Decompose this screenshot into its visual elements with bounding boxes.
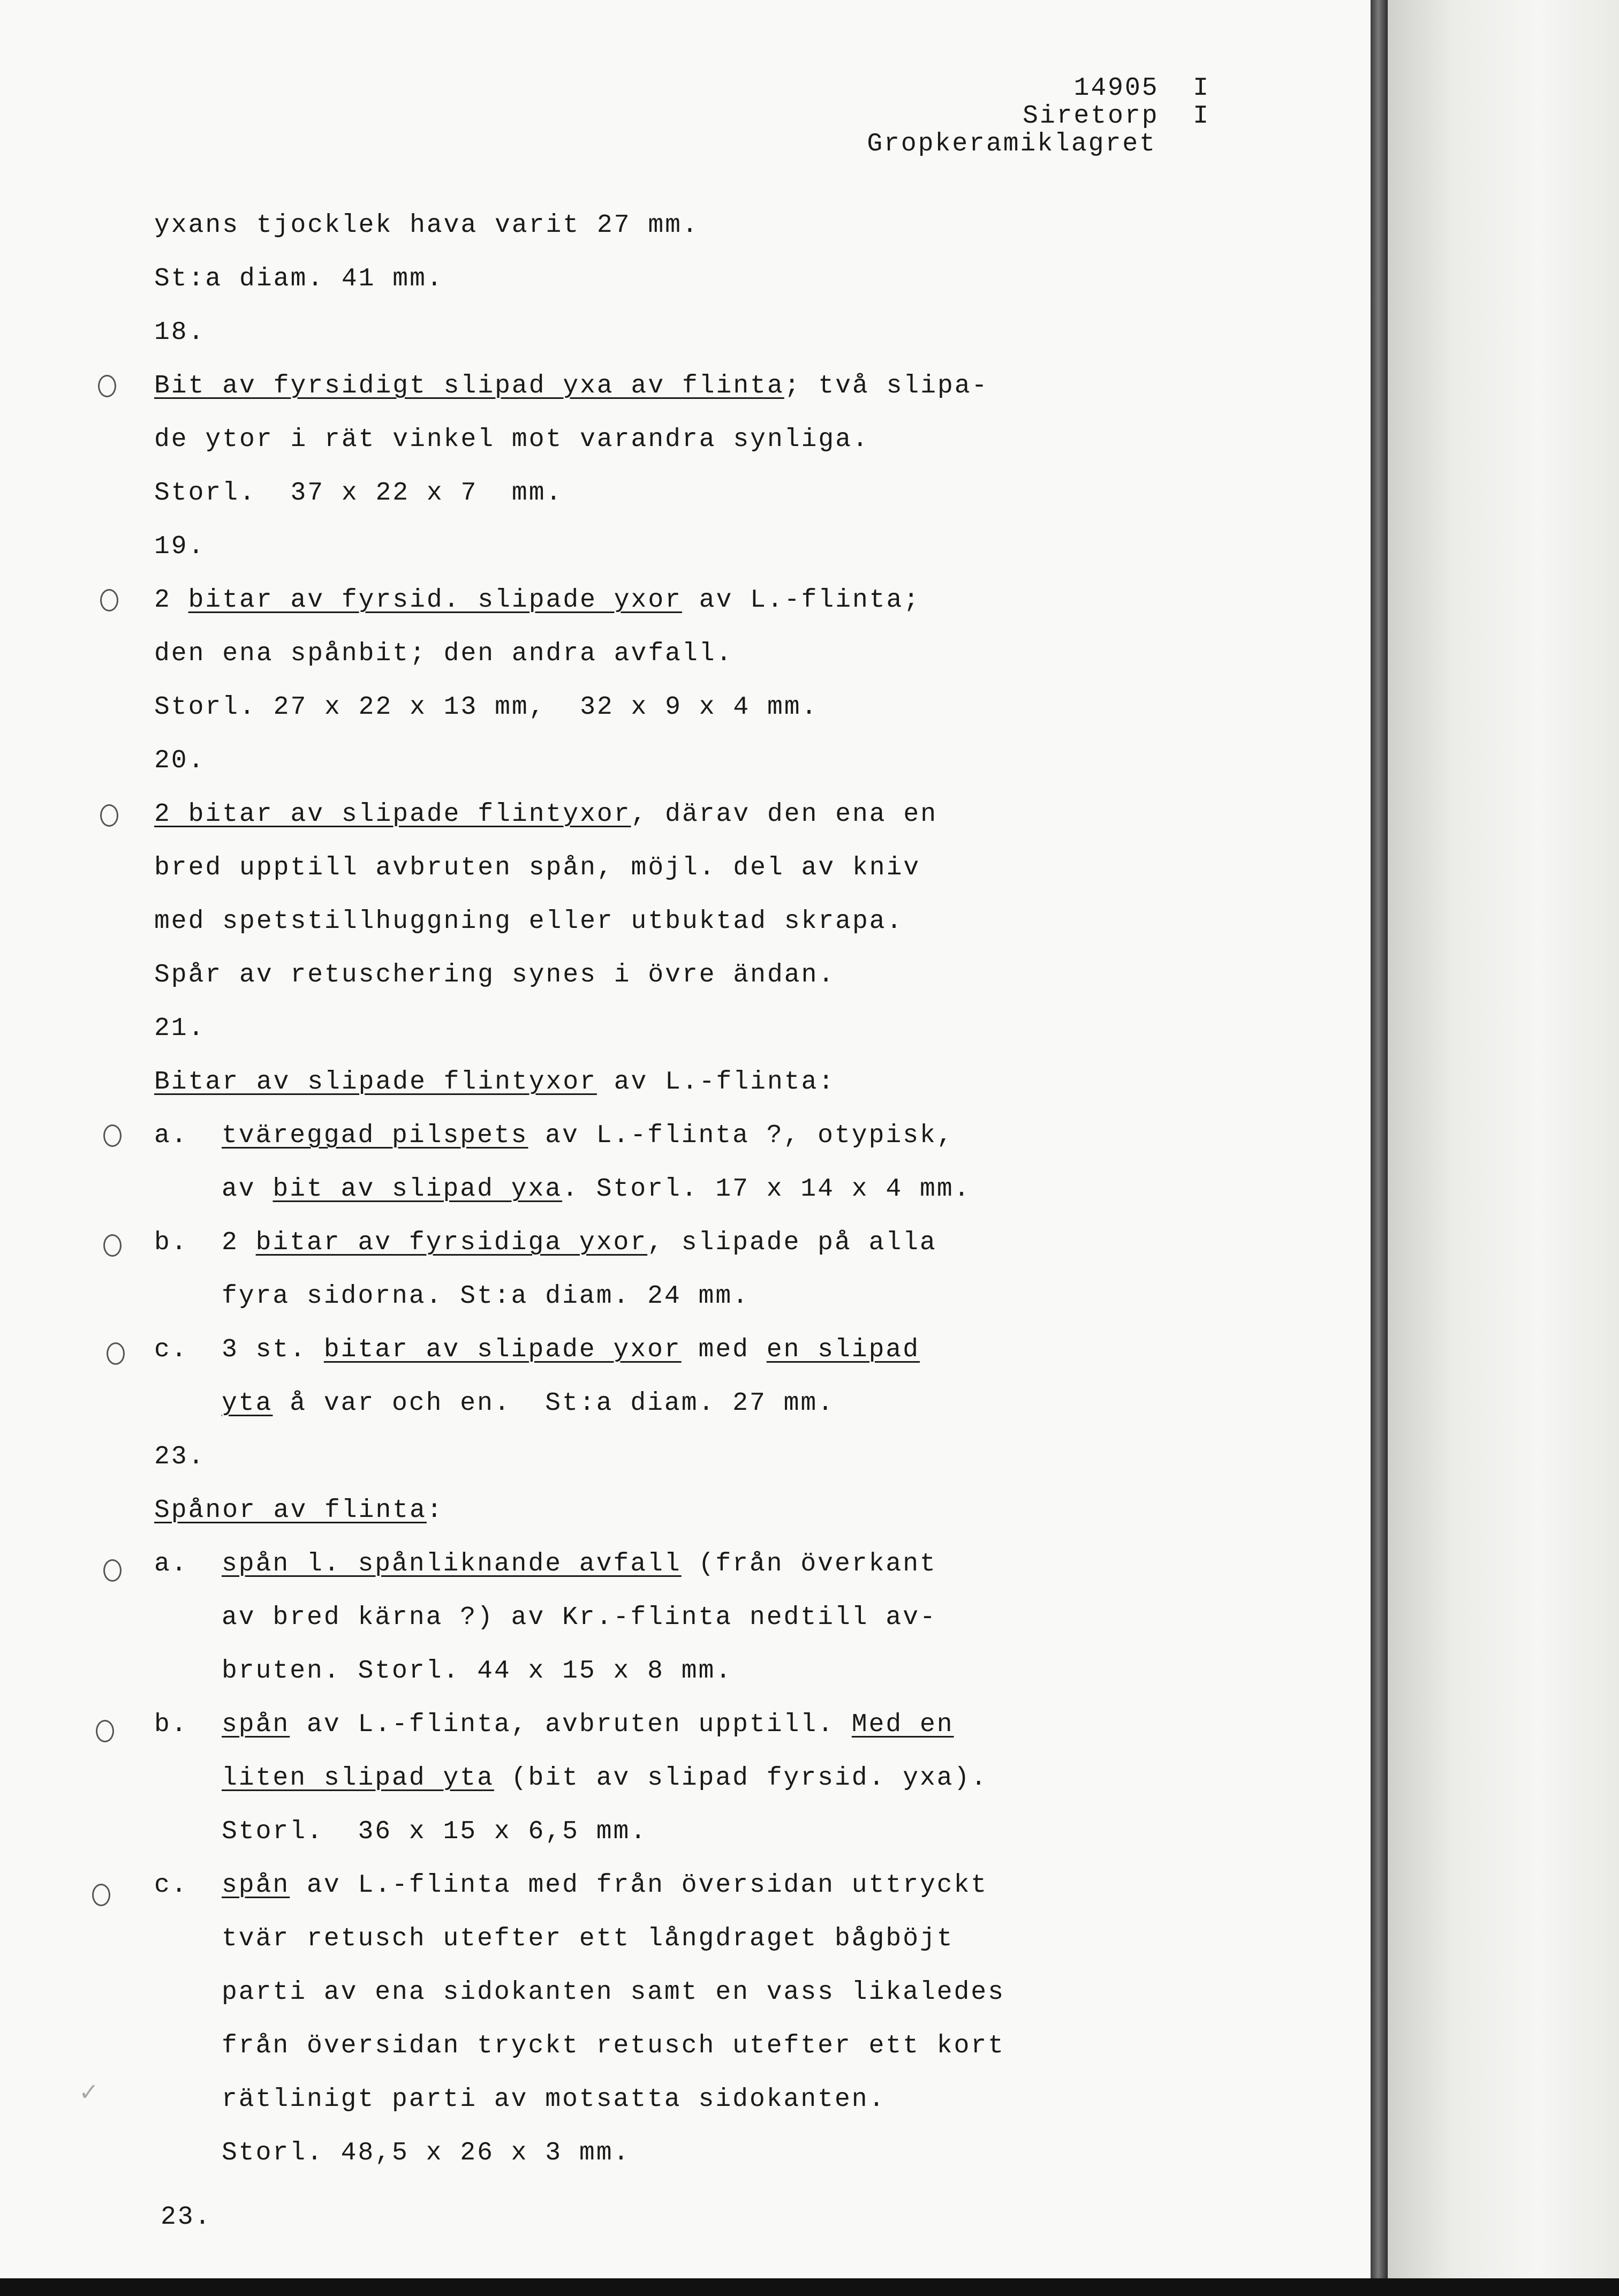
scan-margin (1388, 0, 1619, 2278)
item-letter: c. (154, 1871, 188, 1900)
text-line: yta å var och en. St:a diam. 27 mm. (222, 1389, 835, 1418)
text-line: parti av ena sidokanten samt en vass likaledes (222, 1978, 1005, 2007)
underlined-term: Spånor av flinta (154, 1496, 427, 1525)
margin-check-mark (100, 589, 118, 611)
underlined-term: bitar av fyrsid. slipade yxor (188, 586, 682, 615)
text-line: Spår av retuschering synes i övre ändan. (154, 961, 836, 990)
pencil-tick-icon: ✓ (80, 2078, 97, 2109)
text-line: Storl. 27 x 22 x 13 mm, 32 x 9 x 4 mm. (154, 693, 819, 722)
item-letter: a. (154, 1121, 188, 1150)
underlined-term: liten slipad yta (222, 1764, 494, 1793)
margin-check-mark (96, 1720, 114, 1742)
text-line: 2 bitar av fyrsid. slipade yxor av L.-flinta; (154, 586, 921, 615)
text-line: Bit av fyrsidigt slipad yxa av flinta; två slipa- (154, 372, 989, 401)
text-line: Bitar av slipade flintyxor av L.-flinta: (154, 1068, 836, 1097)
underlined-term: Bitar av slipade flintyxor (154, 1068, 597, 1097)
text-line: bruten. Storl. 44 x 15 x 8 mm. (222, 1657, 733, 1686)
margin-check-mark (100, 804, 118, 827)
text-line: av bred kärna ?) av Kr.-flinta nedtill av- (222, 1603, 937, 1632)
text-line: rätlinigt parti av motsatta sidokanten. (222, 2085, 886, 2114)
text-line: Spånor av flinta: (154, 1496, 444, 1525)
text-line: den ena spånbit; den andra avfall. (154, 639, 733, 668)
item-letter: b. (154, 1228, 188, 1257)
margin-check-mark (107, 1342, 125, 1365)
underlined-term: bitar av slipade yxor (323, 1335, 682, 1364)
section-number: 21. (154, 1014, 206, 1043)
text-line: spån av L.-flinta med från översidan uttryckt (222, 1871, 988, 1900)
underlined-term: en slipad (766, 1335, 920, 1364)
text-line: spån l. spånliknande avfall (från överkant (222, 1550, 937, 1578)
text-line: yxans tjocklek hava varit 27 mm. (154, 211, 699, 240)
text-line: bred upptill avbruten spån, möjl. del av kniv (154, 854, 921, 882)
section-number: 23. (154, 1442, 206, 1471)
underlined-term: tväreggad pilspets (222, 1121, 528, 1150)
margin-check-mark (98, 375, 116, 397)
text-line: fyra sidorna. St:a diam. 24 mm. (222, 1282, 750, 1311)
text-line: 3 st. bitar av slipade yxor med en slipad (222, 1335, 920, 1364)
header-layer-name: Gropkeramiklagret (867, 130, 1156, 158)
text-line: från översidan tryckt retusch utefter ett kort (222, 2031, 1005, 2060)
margin-check-mark (103, 1234, 122, 1257)
section-number: 18. (154, 318, 206, 347)
underlined-term: spån (222, 1710, 290, 1739)
underlined-term: 2 bitar av slipade flintyxor (154, 800, 631, 829)
text-line: tvär retusch utefter ett långdraget bågböjt (222, 1924, 954, 1953)
underlined-term: spån (222, 1871, 290, 1900)
text-line: 2 bitar av slipade flintyxor, därav den ena en (154, 800, 938, 829)
underlined-term: bit av slipad yxa (273, 1175, 563, 1204)
item-letter: b. (154, 1710, 188, 1739)
margin-check-mark (103, 1124, 122, 1147)
text-line: tväreggad pilspets av L.-flinta ?, otypisk, (222, 1121, 954, 1150)
text-line: Storl. 36 x 15 x 6,5 mm. (222, 1817, 648, 1846)
underlined-term: Bit av fyrsidigt slipad yxa av flinta (154, 372, 784, 401)
margin-check-mark (103, 1559, 122, 1582)
text-line: 2 bitar av fyrsidiga yxor, slipade på alla (222, 1228, 937, 1257)
text-line: med spetstillhuggning eller utbuktad skrapa. (154, 907, 904, 936)
text-line: liten slipad yta (bit av slipad fyrsid. yxa). (222, 1764, 988, 1793)
scan-bottom-edge (0, 2278, 1619, 2296)
underlined-term: spån l. spånliknande avfall (222, 1550, 682, 1578)
item-letter: c. (154, 1335, 188, 1364)
text-line: av bit av slipad yxa. Storl. 17 x 14 x 4 mm. (222, 1175, 971, 1204)
section-number: 23. (161, 2203, 212, 2232)
text-line: spån av L.-flinta, avbruten upptill. Med en (222, 1710, 954, 1739)
section-number: 20. (154, 746, 206, 775)
underlined-term: yta (222, 1389, 273, 1418)
underlined-term: bitar av fyrsidiga yxor (255, 1228, 648, 1257)
section-number: 19. (154, 532, 206, 561)
item-letter: a. (154, 1550, 188, 1578)
text-line: de ytor i rät vinkel mot varandra synliga. (154, 425, 869, 454)
page-fold-shadow (1371, 0, 1388, 2278)
text-line: Storl. 37 x 22 x 7 mm. (154, 479, 563, 508)
underlined-term: Med en (851, 1710, 954, 1739)
text-line: St:a diam. 41 mm. (154, 265, 444, 293)
header-catalog-number: 14905 I (1073, 74, 1210, 103)
text-line: Storl. 48,5 x 26 x 3 mm. (222, 2139, 631, 2167)
header-site-name: Siretorp I (1023, 102, 1210, 131)
margin-check-mark (92, 1884, 110, 1906)
